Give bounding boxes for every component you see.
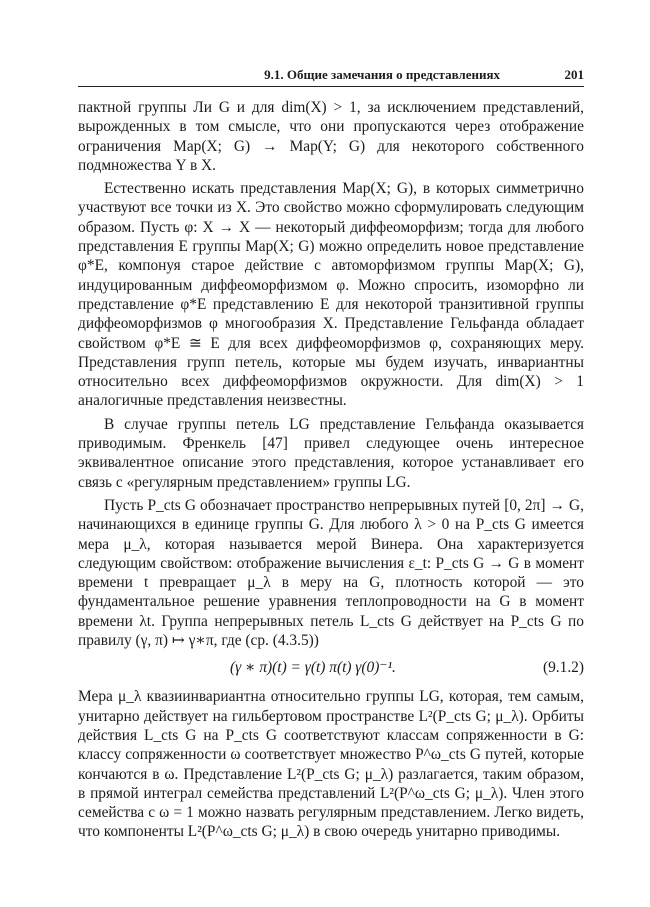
paragraph-3: В случае группы петель LG представление Гельфанда оказывается приводимым. Френкель [47] привел следующее очень интересное эквивалентное описание этого представления, которое устанавливает его связь с «регулярным представлением» группы LG.	[78, 415, 584, 491]
equation-formula: (γ ∗ π)(t) = γ(t) π(t) γ(0)⁻¹.	[230, 659, 396, 677]
paragraph-5: Мера μ_λ квазиинвариантна относительно группы LG, которая, тем самым, унитарно действует на гильбертовом пространстве L²(P_cts G; μ_λ). Орбиты действия L_cts G на P_cts G соответствуют классам сопряженности в G: классу сопряженности ω соответствует множество P^ω_cts G путей, которые кончаются в ω. Представление L²(P_cts G; μ_λ) разлагается, таким образом, в прямой интеграл семейства представлений L²(P^ω_cts G; μ_λ). Член этого семейства с ω = 1 можно назвать регулярным представлением. Легко видеть, что компоненты L²(P^ω_cts G; μ_λ) в свою очередь унитарно приводимы.	[78, 688, 584, 841]
paragraph-4: Пусть P_cts G обозначает пространство непрерывных путей [0, 2π] → G, начинающихся в единице группы G. Для любого λ > 0 на P_cts G имеется мера μ_λ, которая называется мерой Винера. Она характеризуется следующим свойством: отображение вычисления ε_t: P_cts G → G в момент времени t превращает μ_λ в меру на G, плотность которой — это фундаментальное решение уравнения теплопроводности на G в момент времени λt. Группа непрерывных петель L_cts G действует на P_cts G по правилу (γ, π) ↦ γ∗π, где (ср. (4.3.5))	[78, 496, 584, 650]
page-number: 201	[564, 67, 584, 82]
body-text	[78, 98, 584, 842]
paragraph-2: Естественно искать представления Map(X; G), в которых симметрично участвуют все точки из X. Это свойство можно сформулировать следующим образом. Пусть φ: X → X — некоторый диффеоморфизм; тогда для любого представления E группы Map(X; G) можно определить новое представление φ*E, компонуя старое действие с автоморфизмом группы Map(X; G), индуцированным диффеоморфизмом φ. Можно спросить, изоморфно ли представление φ*E представлению E для некоторой транзитивной группы диффеоморфизмов φ многообразия X. Представление Гельфанда обладает свойством φ*E ≅ E для всех диффеоморфизмов φ, сохраняющих меру. Представления групп петель, которые мы будем изучать, инвариантны относительно всех диффеоморфизмов окружности. Для dim(X) > 1 аналогичные представления неизвестны.	[78, 180, 584, 410]
running-header	[78, 64, 584, 87]
equation-number: (9.1.2)	[542, 659, 584, 677]
running-header-title: 9.1. Общие замечания о представлениях	[264, 67, 500, 82]
paragraph-1: пактной группы Ли G и для dim(X) > 1, за исключением представлений, вырожденных в том смысле, что они пропускаются через отображение ограничения Map(X; G) → Map(Y; G) для некоторого собственного подмножества Y в X.	[78, 99, 584, 174]
display-equation	[78, 653, 584, 683]
